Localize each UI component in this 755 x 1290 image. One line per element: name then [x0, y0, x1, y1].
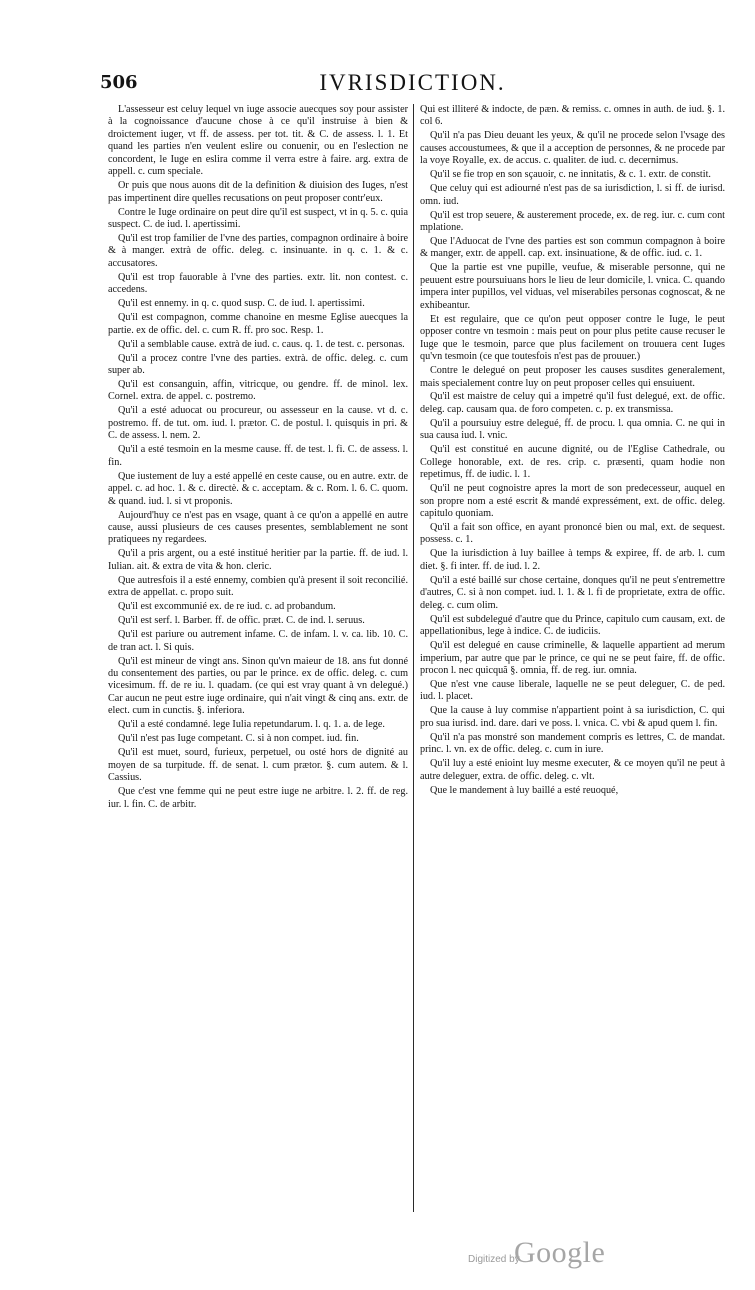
paragraph: Qu'il luy a esté enioint luy mesme executer, & ce moyen qu'il ne peut à autre deleguer, extra. de offic. deleg. c. vlt. — [420, 758, 725, 782]
paragraph: Qu'il a procez contre l'vne des parties. extrà. de offic. deleg. c. cum super ab. — [108, 352, 408, 377]
watermark-prefix: Digitized by — [468, 1254, 520, 1265]
paragraph: Et est regulaire, que ce qu'on peut opposer contre le Iuge, le peut opposer contre vn tesmoin : mais peut on pour plus petite cause recuser le Iuge que le tesmoin, parce que plus facilement on trouuera cent Iuges qu'vn tesmoin (ce que toutesfois n'est pas de prouuer.) — [420, 313, 725, 363]
running-title: IVRISDICTION. — [319, 70, 506, 95]
digitized-watermark — [468, 1238, 648, 1270]
page-header — [100, 70, 725, 102]
paragraph: Qu'il n'a pas Dieu deuant les yeux, & qu'il ne procede selon l'vsage des causes accoustumees, & que il a acception de personnes, & ne procede par la voye Royalle, ex. de accus. c. qualiter. de iud. c. decernimus. — [420, 130, 725, 167]
paragraph: Qu'il est trop familier de l'vne des parties, compagnon ordinaire à boire & à manger. extrà de offic. deleg. c. insinuante. in q. c. 1. & c. accusatores. — [108, 233, 408, 269]
paragraph: Que autresfois il a esté ennemy, combien qu'à present il soit reconcilié. extra de appellat. c. propo suit. — [108, 574, 408, 599]
paragraph: Qu'il a fait son office, en ayant prononcé bien ou mal, ext. de sequest. possess. c. 1. — [420, 522, 725, 546]
paragraph: Que c'est vne femme qui ne peut estre iuge ne arbitre. l. 2. ff. de reg. iur. l. fin. C. de arbitr. — [108, 786, 408, 810]
paragraph: Que celuy qui est adiourné n'est pas de sa iurisdiction, l. si ff. de iurisd. omn. iud. — [420, 183, 725, 207]
paragraph: Qu'il n'a pas monstré son mandement compris es lettres, C. de mandat. princ. l. vn. ex de offic. deleg. c. cum in iure. — [420, 731, 725, 756]
paragraph: Qu'il est pariure ou autrement infame. C. de infam. l. v. ca. lib. 10. C. de tran act. l. Si quis. — [108, 629, 408, 653]
paragraph: Qu'il est serf. l. Barber. ff. de offic. præt. C. de ind. l. seruus. — [118, 615, 365, 627]
paragraph: Qu'il n'est pas Iuge competant. C. si à non compet. iud. fin. — [118, 733, 359, 745]
paragraph: Aujourd'huy ce n'est pas en vsage, quant à ce qu'on a appellé en autre cause, aussi plusieurs de ces causes presentes, semblablement ne sont pratiquees ny regardees. — [108, 509, 408, 546]
paragraph: Qu'il est trop fauorable à l'vne des parties. extr. lit. non contest. c. accedens. — [108, 271, 408, 296]
page-number: 506 — [100, 72, 138, 93]
paragraph: Qu'il a esté aduocat ou procureur, ou assesseur en la cause. vt d. c. postremo. ff. de tut. om. iud. l. prætor. C. de postul. l. quisquis in pri. & C. de assess. l. nem. 2. — [108, 405, 408, 442]
paragraph: L'assesseur est celuy lequel vn iuge associe auecques soy pour assister à la cognoissance d'aucune chose à ce qu'il instruise à bien & droictement iuger, vt ff. de assess. per tot. tit. & C. de assess. l. 1. Et quand les parties n'en veulent eslire ou conuenir, ou en l'eslection ne concordent, le Iuge en eslira comme il verra estre à faire. arg. extra de appell. c. cum speciale. — [108, 104, 408, 178]
paragraph: Qu'il est maistre de celuy qui a impetré qu'il fust delegué, ext. de offic. deleg. cap. causam qua. de foro competen. c. p. ex transmissa. — [420, 391, 725, 415]
paragraph: Or puis que nous auons dit de la definition & diuision des Iuges, n'est pas impertinent dire quelles recusations on peut proposer contr'eux. — [108, 180, 408, 204]
paragraph: Qu'il a esté condamné. lege Iulia repetundarum. l. q. 1. a. de lege. — [118, 719, 385, 731]
paragraph: Qu'il est constitué en aucune dignité, ou de l'Eglise Cathedrale, ou College honorable, ext. de res. crip. c. præsenti, quam hodie non repetimus, ff. de iudic. l. 1. — [420, 444, 725, 481]
paragraph: Que la partie est vne pupille, veufue, & miserable personne, qui ne peuuent estre poursuiuans hors le lieu de leur domicile, l. vnica. C. quando impera inter pupillos, vel viduas, vel miserabiles personas cognoscat, & ne exhibeantur. — [420, 262, 725, 311]
paragraph: Contre le delegué on peut proposer les causes susdites generalement, mais specialement contre luy on peut proposer celles qui ensuiuent. — [420, 365, 725, 389]
paragraph: Qu'il a poursuiuy estre delegué, ff. de procu. l. qua omnia. C. ne qui in sua causa iud. l. vnic. — [420, 417, 725, 442]
paragraph: Qu'il est muet, sourd, furieux, perpetuel, ou osté hors de dignité au moyen de sa turpitude. ff. de senat. l. cum prætor. §. cum autem. & l. Cassius. — [108, 747, 408, 784]
paragraph: Qu'il est trop seuere, & austerement procede, ex. de reg. iur. c. cum cont mplatione. — [420, 209, 725, 234]
paragraph: Que l'Aduocat de l'vne des parties est son commun compagnon à boire & manger, extr. de appell. cap. ext. insinuatione, & de offic. iud. c. 1. — [420, 236, 725, 260]
paragraph: Qu'il est consanguin, affin, vitricque, ou gendre. ff. de minol. lex. Cornel. extra. de appel. c. postremo. — [108, 379, 408, 403]
paragraph: Qu'il est subdelegué d'autre que du Prince, capitulo cum causam, ext. de appellationibus, lege à indice. C. de iudiciis. — [420, 613, 725, 638]
left-column — [108, 104, 408, 812]
paragraph: Qu'il est compagnon, comme chanoine en mesme Eglise auecques la partie. ex de offic. del. c. cum R. ff. pro soc. Resp. 1. — [108, 312, 408, 336]
paragraph: Qu'il a esté baillé sur chose certaine, donques qu'il ne peut s'entremettre d'autres, C. si à non compet. iud. l. 1. & l. fi de proprietate, extra de offic. deleg. c. cum olim. — [420, 574, 725, 611]
paragraph: Qu'il a pris argent, ou a esté institué heritier par la partie. ff. de iud. l. Iulian. ait. & extra de vita & hon. cleric. — [108, 548, 408, 572]
paragraph: Que iustement de luy a esté appellé en ceste cause, ou en autre. extr. de appel. c. ad hoc. 1. & c. directè. & c. acceptam. & c. Rom. l. 6. C. quom. & quand. iud. l. si vt proponis. — [108, 470, 408, 507]
paragraph: Que le mandement à luy baillé a esté reuoqué, — [430, 784, 619, 796]
paragraph: Qu'il est delegué en cause criminelle, & laquelle appartient ad merum imperium, par autre que par le prince, ce qui ne se peut faire, ff. de offic. procon l. nec quicquã §. omnia, ff. de reg. iur. omnia. — [420, 640, 725, 676]
right-column — [420, 104, 725, 799]
paragraph: Qu'il est ennemy. in q. c. quod susp. C. de iud. l. apertissimi. — [118, 298, 365, 310]
paragraph: Que la iurisdiction à luy baillee à temps & expiree, ff. de arb. l. cum diet. §. fi inter. ff. de iud. l. 2. — [420, 548, 725, 572]
paragraph: Que la cause à luy commise n'appartient point à sa iurisdiction, C. qui pro sua iurisd. ind. dare. dari ve poss. l. vnica. C. vbi & apud quem l. fin. — [420, 705, 725, 729]
paragraph: Qu'il a semblable cause. extrà de iud. c. caus. q. 1. de test. c. personas. — [118, 338, 405, 350]
paragraph: Qu'il se fie trop en son sçauoir, c. ne innitatis, & c. 1. extr. de constit. — [430, 169, 711, 181]
paragraph: Qu'il est mineur de vingt ans. Sinon qu'vn maieur de 18. ans fut donné du consentement des parties, ou par le prince. ex de offic. deleg. c. cum vicesimum. ff. de re iu. l. quadam. (ce qui est vray quant à vn delegué.) Car aucun ne peut estre iuge ordinaire, qui n'ait vingt & cinq ans. extr. de elect. cum in cunctis. §. inferiora. — [108, 655, 408, 717]
paragraph: Que n'est vne cause liberale, laquelle ne se peut deleguer, C. de ped. iud. l. placet. — [420, 678, 725, 703]
paragraph: Qui est illiteré & indocte, de pæn. & remiss. c. omnes in auth. de iud. §. 1. col 6. — [420, 104, 725, 128]
paragraph: Contre le Iuge ordinaire on peut dire qu'il est suspect, vt in q. 5. c. quia suspect. C. de iud. l. apertissimi. — [108, 206, 408, 231]
google-logo: Google — [514, 1236, 606, 1269]
paragraph: Qu'il est excommunié ex. de re iud. c. ad probandum. — [118, 601, 336, 613]
column-divider — [413, 104, 414, 1212]
paragraph: Qu'il ne peut cognoistre apres la mort de son predecesseur, auquel en son propre nom a esté escrit & mandé expressément, ext. de offic. deleg. capitulo quoniam. — [420, 483, 725, 520]
paragraph: Qu'il a esté tesmoin en la mesme cause. ff. de test. l. fi. C. de assess. l. fin. — [108, 444, 408, 468]
